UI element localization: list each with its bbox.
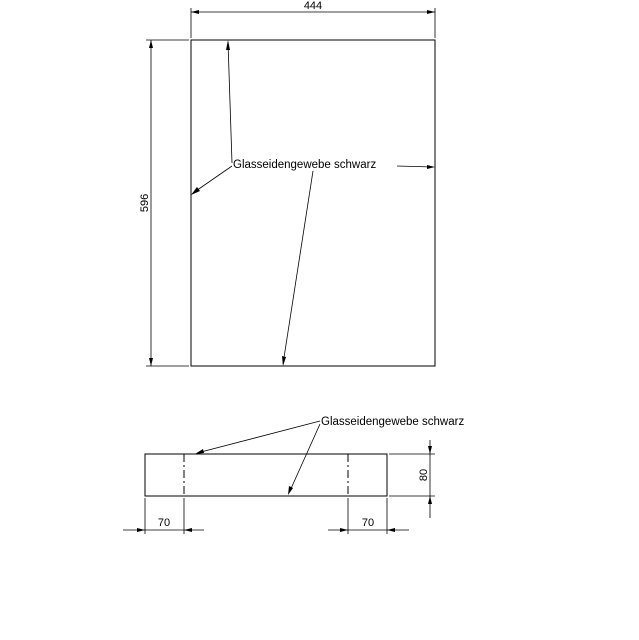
- right-width-dimension: [328, 498, 409, 534]
- width-dim-label: 444: [303, 0, 323, 12]
- top-view: [139, 0, 435, 366]
- left-width-dimension: [123, 498, 204, 534]
- width-dimension: [191, 0, 435, 38]
- side-view: [123, 416, 464, 534]
- side-height-dim-label: 80: [418, 468, 430, 482]
- height-dim-label: 596: [139, 193, 151, 213]
- top-material-callout: [191, 40, 435, 366]
- side-height-dimension: [389, 440, 435, 518]
- right-width-dim-label: 70: [361, 517, 375, 529]
- height-dimension: [139, 40, 189, 366]
- side-material-note: Glasseidengewebe schwarz: [321, 416, 465, 428]
- side-material-callout: [195, 416, 464, 495]
- top-material-note: Glasseidengewebe schwarz: [233, 159, 377, 171]
- left-width-dim-label: 70: [157, 517, 171, 529]
- frame-outline: [145, 454, 387, 496]
- plate-outline: [191, 40, 435, 366]
